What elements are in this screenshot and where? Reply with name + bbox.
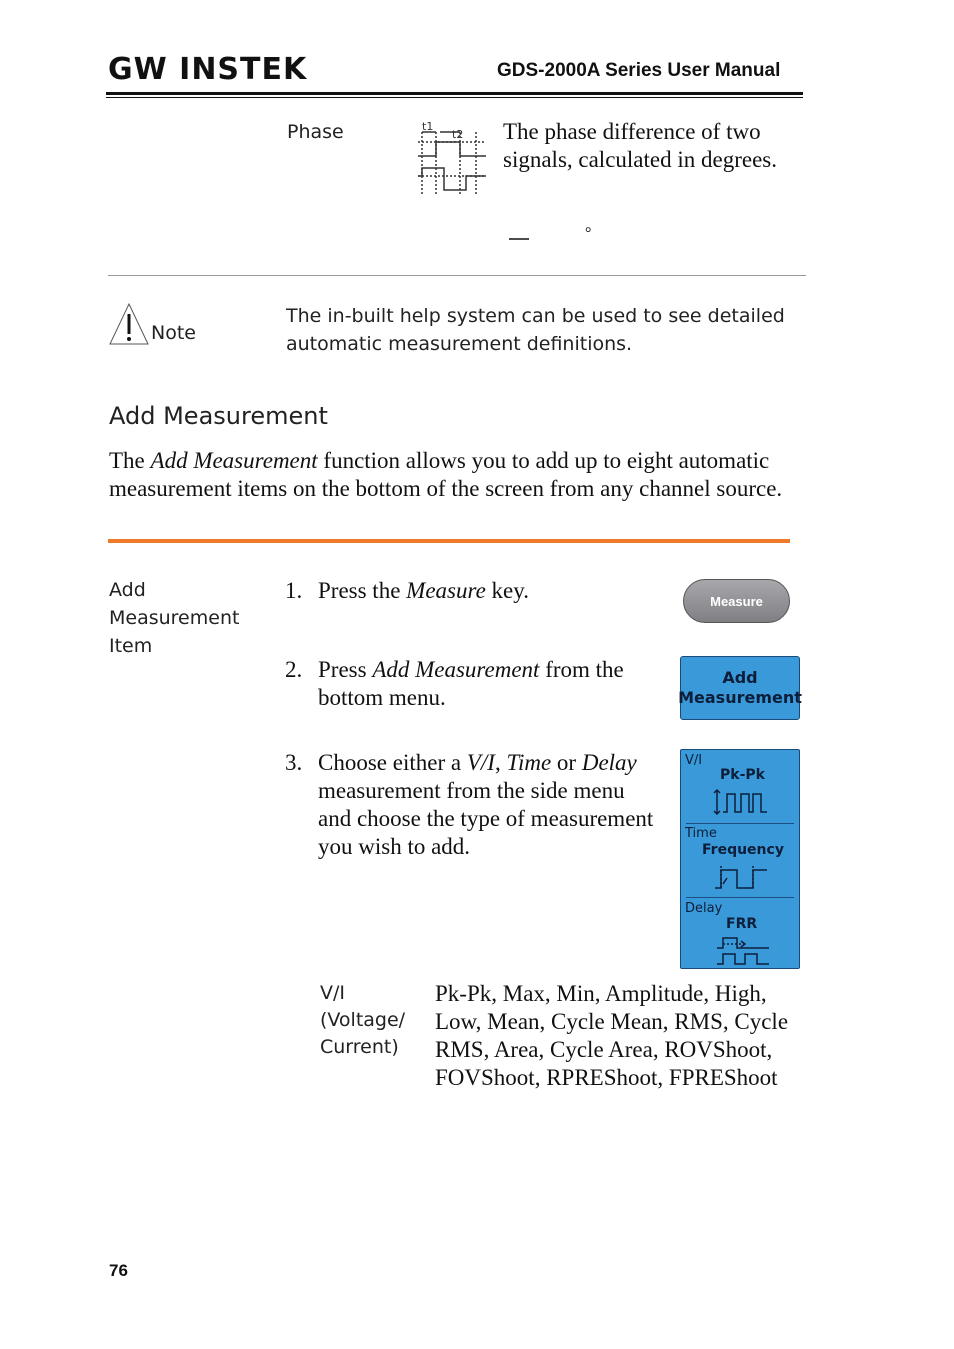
procedure-label: Add Measurement Item bbox=[109, 579, 240, 657]
vi-category-label: V/I bbox=[685, 753, 703, 768]
step-text-italic: Add Measurement bbox=[372, 657, 540, 682]
step-text-italic-vi: V/I bbox=[466, 750, 495, 775]
step-text bbox=[318, 656, 663, 712]
phase-formula bbox=[507, 222, 607, 252]
degree-symbol: ° bbox=[585, 225, 592, 242]
add-measurement-button[interactable] bbox=[680, 656, 800, 720]
brand-text: GW INSTEK bbox=[108, 52, 308, 87]
step-text-italic-time: Time bbox=[506, 750, 552, 775]
step-text-pre: Choose either a bbox=[318, 750, 467, 775]
step-text-italic: Measure bbox=[406, 578, 486, 603]
step-3 bbox=[285, 749, 665, 869]
step-text-pre: Press the bbox=[318, 578, 407, 603]
header-rule-thin bbox=[106, 97, 803, 98]
note-label: Note bbox=[151, 322, 196, 344]
add-measurement-line1: Add bbox=[722, 668, 758, 687]
time-item-label: Frequency bbox=[702, 842, 784, 858]
vi-table-label: V/I (Voltage/ Current) bbox=[320, 982, 406, 1058]
vi-measurement-list: Pk-Pk, Max, Min, Amplitude, High, Low, Mean, Cycle Mean, RMS, Cycle RMS, Area, Cycle Area, ROVShoot, FOVShoot, RPREShoot, FPREShoot bbox=[435, 981, 789, 1090]
intro-italic: Add Measurement bbox=[150, 448, 318, 473]
page-number: 76 bbox=[109, 1261, 128, 1280]
phase-label: Phase bbox=[287, 121, 344, 143]
step-number: 1. bbox=[285, 578, 303, 603]
header-rule bbox=[106, 92, 803, 95]
step-text-post: key. bbox=[485, 578, 530, 603]
intro-paragraph bbox=[109, 447, 799, 503]
side-menu-vi[interactable] bbox=[681, 750, 799, 822]
step-text-italic-delay: Delay bbox=[581, 750, 637, 775]
step-text bbox=[318, 749, 663, 861]
section-divider bbox=[108, 275, 806, 276]
side-menu-delay[interactable] bbox=[681, 898, 799, 968]
gw-instek-logo bbox=[108, 52, 308, 87]
step-text-pre: Press bbox=[318, 657, 373, 682]
phase-waveform-icon bbox=[416, 120, 490, 196]
intro-suffix: function allows you to add up to eight automatic measurement items on the bottom of the screen from any channel source. bbox=[109, 448, 783, 501]
manual-title: GDS-2000A Series User Manual bbox=[497, 60, 781, 81]
measurement-side-menu bbox=[680, 749, 800, 969]
vi-item-label: Pk-Pk bbox=[720, 767, 765, 783]
section-heading: Add Measurement bbox=[109, 402, 328, 430]
step-text-post: measurement from the side menu and choose the type of measurement you wish to add. bbox=[318, 778, 654, 859]
time-category-label: Time bbox=[685, 826, 717, 841]
frr-icon bbox=[715, 936, 771, 966]
t1-label: t1 bbox=[422, 120, 434, 133]
step-text-sep: , bbox=[494, 750, 507, 775]
t2-label: t2 bbox=[452, 128, 464, 141]
note-text: The in-built help system can be used to see detailed automatic measurement definitions. bbox=[286, 305, 785, 355]
step-text bbox=[318, 577, 663, 605]
phase-description: The phase difference of two signals, calculated in degrees. bbox=[503, 119, 777, 172]
step-text-or: or bbox=[551, 750, 582, 775]
step-text-post: from the bottom menu. bbox=[318, 657, 624, 710]
warning-icon bbox=[108, 302, 152, 346]
frequency-icon bbox=[713, 864, 769, 892]
add-measurement-line2: Measurement bbox=[678, 688, 802, 707]
measure-key-button[interactable]: Measure bbox=[683, 579, 790, 623]
intro-prefix: The bbox=[109, 448, 151, 473]
delay-category-label: Delay bbox=[685, 901, 723, 916]
step-1 bbox=[285, 577, 665, 607]
step-number: 3. bbox=[285, 750, 303, 775]
delay-item-label: FRR bbox=[726, 916, 758, 932]
side-menu-time[interactable] bbox=[681, 824, 799, 896]
orange-rule bbox=[108, 539, 790, 543]
step-2 bbox=[285, 656, 665, 716]
step-number: 2. bbox=[285, 657, 303, 682]
pk-pk-icon bbox=[713, 788, 769, 816]
